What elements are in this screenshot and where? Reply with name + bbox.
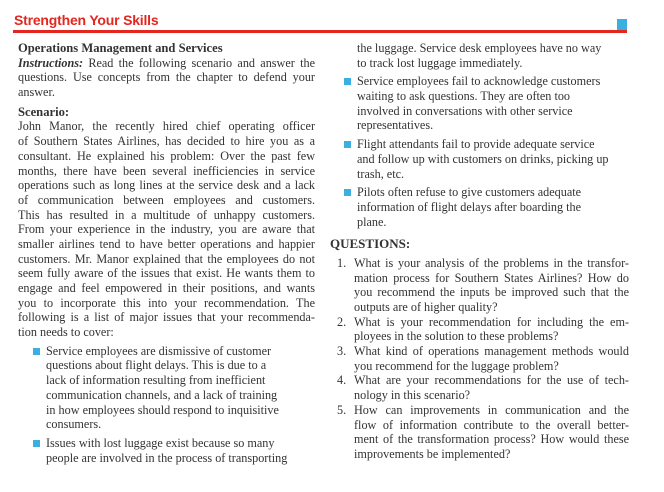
square-bullet-icon <box>344 141 351 148</box>
square-bullet-icon <box>33 348 40 355</box>
bullet-item <box>344 74 632 133</box>
text-line: ment of the transformation process? How would these <box>354 432 629 447</box>
text-line: following is a list of major issues that your recommenda- <box>18 310 315 325</box>
text-line: engage and feel empowered in their positions, and wants <box>18 281 315 295</box>
text-line: What are your recommendations for the use of tech- <box>354 373 629 388</box>
text-line: tion needs to cover: <box>18 325 114 340</box>
text-line: lack of information resulting from inefficient <box>46 373 266 388</box>
text-line: in how employees should respond to inquisitive <box>46 402 279 417</box>
text-line: flow of information contribute to the overall better- <box>354 417 629 432</box>
left-column <box>18 41 315 465</box>
questions-list <box>337 256 629 462</box>
text-line: consultant. He explained his problem: Over the past few <box>18 148 315 163</box>
right-column <box>330 41 632 462</box>
questions-heading: QUESTIONS: <box>330 236 411 252</box>
text-line: Service employees fail to acknowledge customers <box>357 74 601 89</box>
text-line <box>18 56 315 71</box>
text-line: ployees in the solution to these problems? <box>354 329 559 344</box>
section-title: Strengthen Your Skills <box>14 12 159 28</box>
text-line: plane. <box>357 214 387 229</box>
question-number: 1. <box>337 255 347 270</box>
text-line: This has resulted in a multitude of unhappy customers. <box>18 207 315 222</box>
text-line: customers. Mr. Manor explained that the employees do not <box>18 251 315 266</box>
text-line: months, there have been several inefficiencies in service <box>18 163 315 178</box>
text-line: to track lost luggage immediately. <box>357 55 523 70</box>
text-line: Flight attendants fail to provide adequate service <box>357 137 595 152</box>
text-line: you recommend for the luggage problem? <box>354 358 559 373</box>
question-item <box>337 315 629 344</box>
text-line: John Manor, the recently hired chief operating officer <box>18 119 315 134</box>
text-line: people are involved in the process of transporting <box>46 450 288 465</box>
text-line: seem fully aware of the issues that exist. He wants them to <box>18 266 315 281</box>
text-line: operations such as long lines at the service desk and a lack <box>18 178 315 193</box>
text-line: and follow up with customers on drinks, picking up <box>357 151 609 166</box>
title-rule <box>13 30 627 33</box>
text-line: mation process for Southern States Airlines? How do <box>354 270 629 285</box>
text-line: answer. <box>18 85 55 100</box>
square-bullet-icon <box>344 78 351 85</box>
text-line: of Southern States Airlines, has decided to hire you as a <box>18 134 315 149</box>
text-line: consumers. <box>46 417 102 432</box>
scenario-heading: Scenario: <box>18 104 70 119</box>
text-line: questions about flight delays. This is due to a <box>46 358 267 373</box>
text-line: What kind of operations management methods would <box>354 344 629 359</box>
text-line: Pilots often refuse to give customers adequate <box>357 185 582 200</box>
text-line: From your experience in the industry, you are aware that <box>18 222 315 237</box>
text-line: improvements be implemented? <box>354 446 511 461</box>
text-line: nology in this scenario? <box>354 388 471 403</box>
text-line: you recommend the inputs be improved such that the <box>354 285 629 300</box>
bullet-item <box>33 436 315 465</box>
square-bullet-icon <box>33 440 40 447</box>
question-item <box>337 373 629 402</box>
square-bullet-icon <box>344 189 351 196</box>
text-line: the luggage. Service desk employees have no way <box>357 41 602 55</box>
question-number: 3. <box>337 344 347 359</box>
text-line: outputs are of higher quality? <box>354 300 498 314</box>
text-line: involved in conversations with other service <box>357 103 573 118</box>
exercise-heading: Operations Management and Services <box>18 41 223 55</box>
text-line: Issues with lost luggage exist because so many <box>46 435 275 450</box>
text-line: What is your recommendation for including the em- <box>354 314 629 329</box>
text-line: What is your analysis of the problems in the transfor- <box>354 255 629 270</box>
question-item <box>337 344 629 373</box>
text-line: How can improvements in communication and the <box>354 402 629 417</box>
text-line: of communication between employees and customers. <box>18 192 315 207</box>
text-line: trash, etc. <box>357 166 405 181</box>
blue-square-marker <box>617 19 627 30</box>
text-line: information of flight delays after boarding the <box>357 199 582 214</box>
text-line: representatives. <box>357 118 434 133</box>
text-line: questions. Use concepts from the chapter to defend your <box>18 70 315 85</box>
bullet-item <box>33 344 315 432</box>
issue-list-right <box>344 74 632 229</box>
question-number: 4. <box>337 373 347 388</box>
continued-text <box>357 41 632 70</box>
bullet-item <box>344 137 632 181</box>
scenario-text <box>18 119 315 339</box>
text-line: communication channels, and a lack of training <box>46 387 278 402</box>
text-line: waiting to ask questions. They are often too <box>357 89 571 104</box>
issue-list-left <box>33 344 315 466</box>
text-segment: Read the following scenario and answer the <box>83 55 315 70</box>
instructions <box>18 56 315 100</box>
question-number: 5. <box>337 402 347 417</box>
question-item <box>337 403 629 462</box>
question-number: 2. <box>337 314 347 329</box>
bullet-item <box>344 185 632 229</box>
text-line: you to incorporate this into your recommendation. The <box>18 295 315 310</box>
text-line: Service employees are dismissive of customer <box>46 343 272 358</box>
question-item <box>337 256 629 315</box>
text-line: smaller airlines tend to have better operations and happier <box>18 236 315 251</box>
instructions-label: Instructions: <box>18 55 84 70</box>
